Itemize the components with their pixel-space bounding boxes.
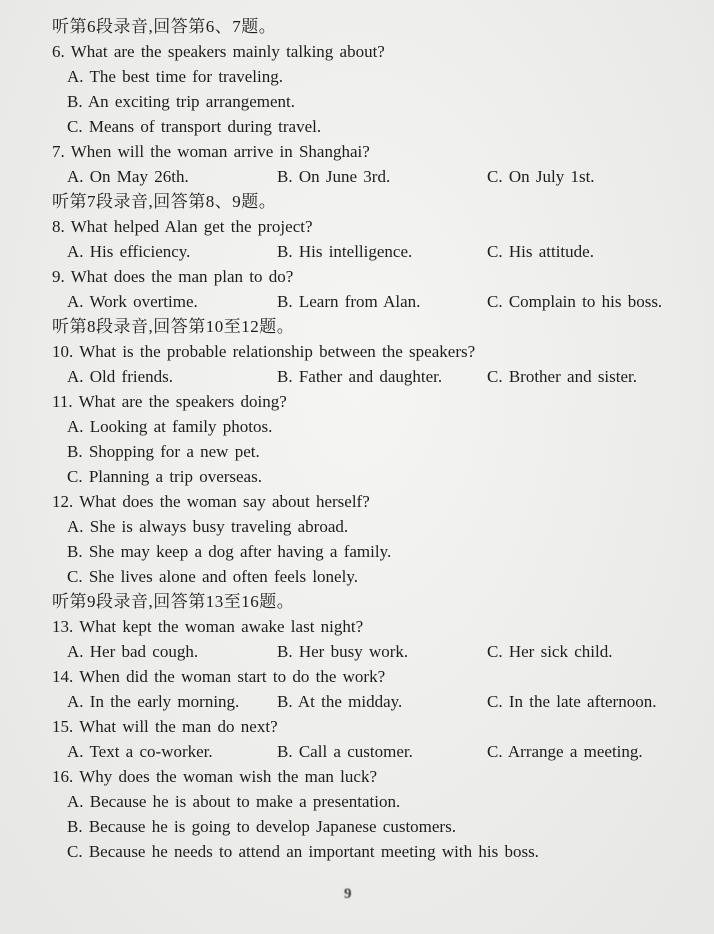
question — [52, 389, 700, 414]
question-text: What does the woman say about herself? — [79, 492, 370, 511]
option: C. In the late afternoon. — [487, 692, 657, 711]
question — [52, 714, 700, 739]
question — [52, 614, 700, 639]
question-text: What kept the woman awake last night? — [79, 617, 364, 636]
options-row — [52, 739, 700, 764]
option: A. On May 26th. — [67, 167, 189, 186]
option: B. On June 3rd. — [277, 167, 391, 186]
option: B. Father and daughter. — [277, 367, 443, 386]
question-number: 14. — [52, 667, 74, 686]
question-number: 15. — [52, 717, 74, 736]
page-number: 9 — [344, 886, 352, 902]
question-number: 10. — [52, 342, 74, 361]
option: A. The best time for traveling. — [67, 67, 283, 86]
question-number: 9. — [52, 267, 65, 286]
option: C. Planning a trip overseas. — [67, 467, 262, 486]
option: B. An exciting trip arrangement. — [67, 92, 295, 111]
question — [52, 339, 700, 364]
option: C. Means of transport during travel. — [67, 117, 322, 136]
question-number: 11. — [52, 392, 73, 411]
options-row — [52, 164, 700, 189]
option: B. Because he is going to develop Japanese customers. — [67, 817, 456, 836]
option: C. His attitude. — [487, 242, 594, 261]
option: A. Her bad cough. — [67, 642, 199, 661]
option: B. Call a customer. — [277, 742, 413, 761]
option: B. Her busy work. — [277, 642, 409, 661]
options-row — [52, 289, 700, 314]
option: B. At the midday. — [277, 692, 403, 711]
question — [52, 664, 700, 689]
question-number: 6. — [52, 42, 65, 61]
option: A. Looking at family photos. — [67, 417, 273, 436]
section-header: 听第7段录音,回答第8、9题。 — [52, 192, 277, 211]
question-number: 7. — [52, 142, 65, 161]
question — [52, 264, 700, 289]
option: C. Her sick child. — [487, 642, 613, 661]
options-row — [52, 239, 700, 264]
section-header: 听第9段录音,回答第13至16题。 — [52, 592, 295, 611]
question-text: What are the speakers mainly talking about? — [70, 42, 385, 61]
question-number: 13. — [52, 617, 74, 636]
question-text: What will the man do next? — [79, 717, 278, 736]
question — [52, 764, 700, 789]
question — [52, 39, 700, 64]
question-text: What is the probable relationship between the speakers? — [79, 342, 476, 361]
option: C. Complain to his boss. — [487, 292, 663, 311]
option: C. Because he needs to attend an important meeting with his boss. — [67, 842, 539, 861]
option: B. Shopping for a new pet. — [67, 442, 260, 461]
question — [52, 489, 700, 514]
section-header: 听第6段录音,回答第6、7题。 — [52, 17, 277, 36]
question-text: When will the woman arrive in Shanghai? — [70, 142, 370, 161]
option: A. In the early morning. — [67, 692, 240, 711]
question-text: What helped Alan get the project? — [70, 217, 313, 236]
option: C. She lives alone and often feels lonely. — [67, 567, 358, 586]
options-row — [52, 639, 700, 664]
question — [52, 139, 700, 164]
question-number: 12. — [52, 492, 74, 511]
question-number: 8. — [52, 217, 65, 236]
document-page — [52, 14, 700, 864]
question-text: Why does the woman wish the man luck? — [79, 767, 377, 786]
option: A. Because he is about to make a presentation. — [67, 792, 401, 811]
question-text: What are the speakers doing? — [78, 392, 287, 411]
option: C. Arrange a meeting. — [487, 742, 643, 761]
option: A. She is always busy traveling abroad. — [67, 517, 349, 536]
option: B. His intelligence. — [277, 242, 413, 261]
question — [52, 214, 700, 239]
option: B. She may keep a dog after having a family. — [67, 542, 392, 561]
option: A. Text a co-worker. — [67, 742, 213, 761]
option: A. Work overtime. — [67, 292, 198, 311]
question-text: What does the man plan to do? — [70, 267, 294, 286]
option: C. On July 1st. — [487, 167, 595, 186]
question-number: 16. — [52, 767, 74, 786]
option: B. Learn from Alan. — [277, 292, 421, 311]
option: C. Brother and sister. — [487, 367, 638, 386]
question-text: When did the woman start to do the work? — [79, 667, 386, 686]
options-row — [52, 364, 700, 389]
section-header: 听第8段录音,回答第10至12题。 — [52, 317, 295, 336]
option: A. His efficiency. — [67, 242, 191, 261]
option: A. Old friends. — [67, 367, 173, 386]
options-row — [52, 689, 700, 714]
